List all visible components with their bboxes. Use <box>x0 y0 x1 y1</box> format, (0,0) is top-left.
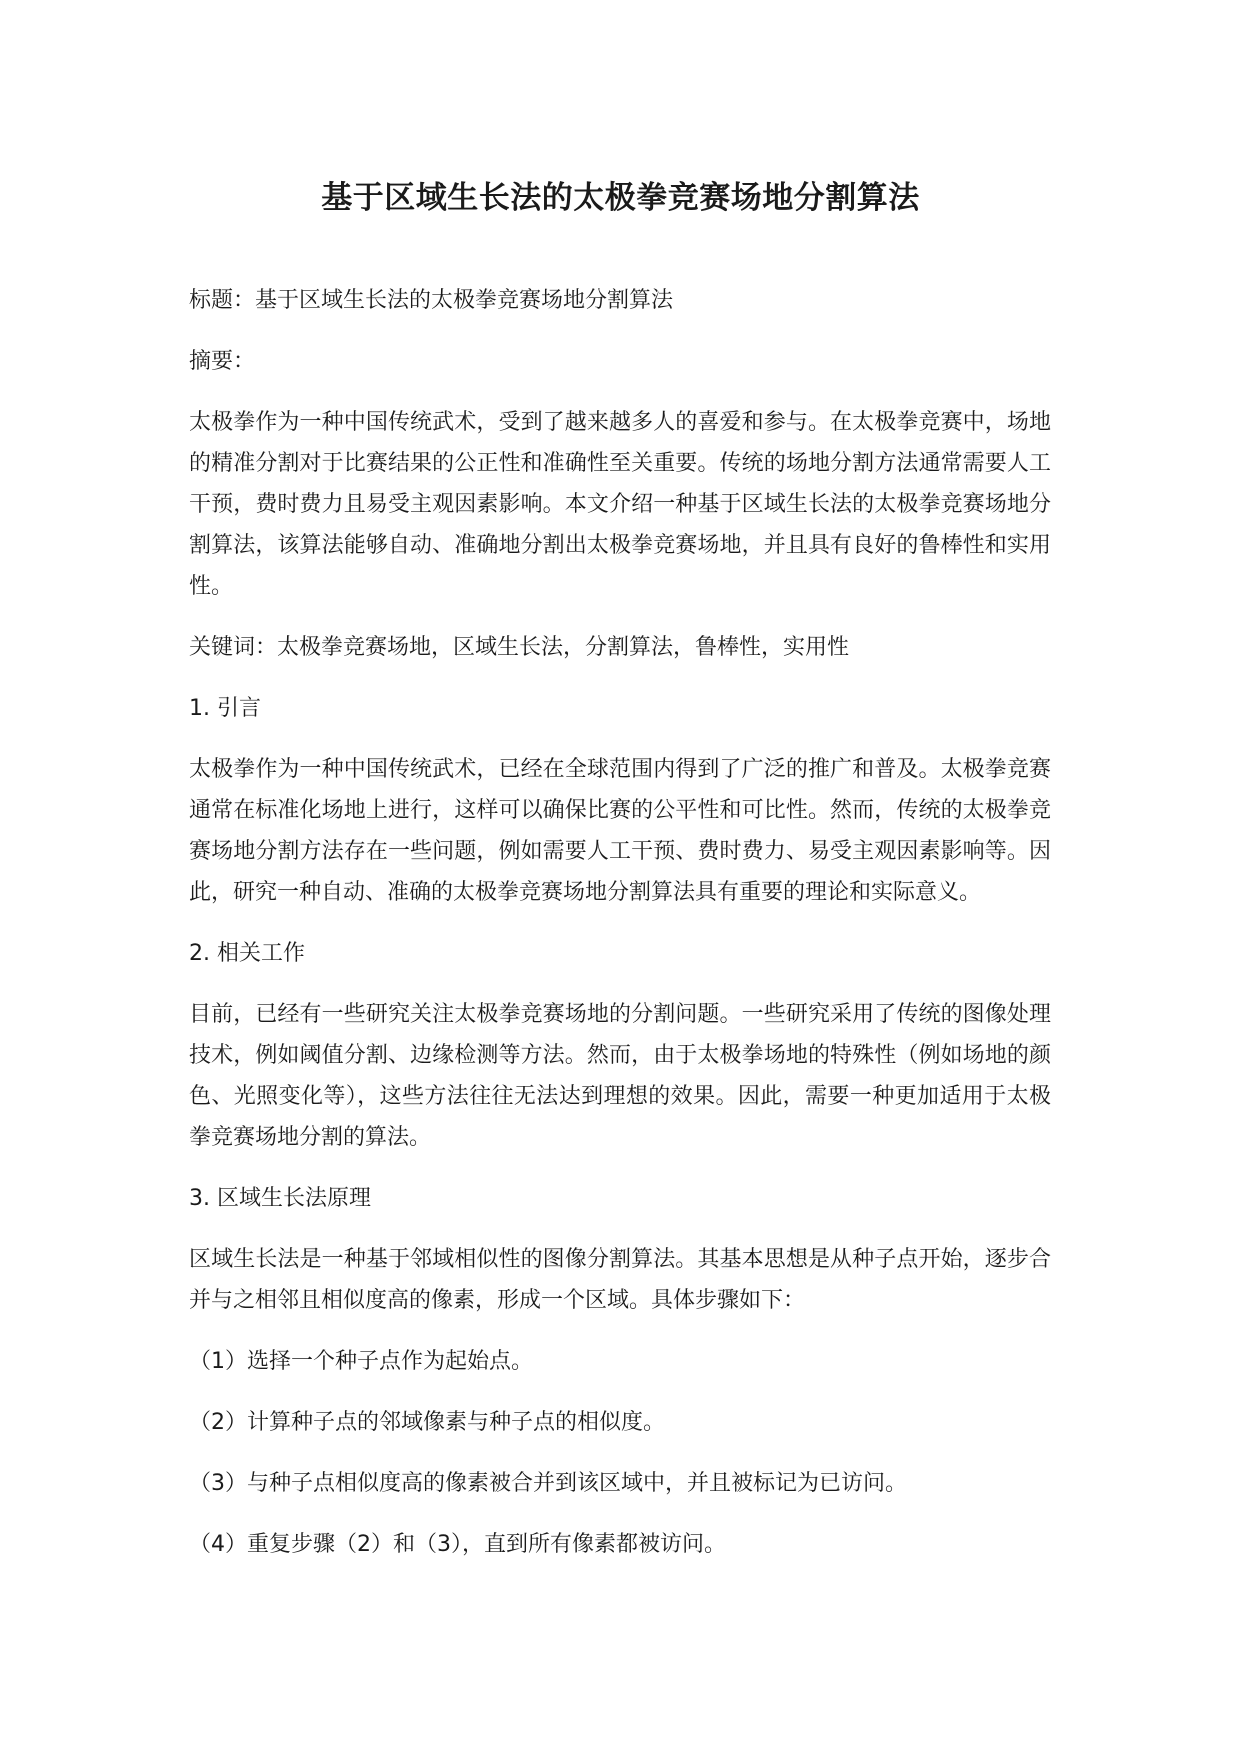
step-item: （4）重复步骤（2）和（3），直到所有像素都被访问。 <box>189 1532 726 1557</box>
step-item: （2）计算种子点的邻域像素与种子点的相似度。 <box>189 1410 665 1435</box>
region-growing-paragraph: 区域生长法是一种基于邻域相似性的图像分割算法。其基本思想是从种子点开始，逐步合并与之相邻且相似度高的像素，形成一个区域。具体步骤如下： <box>189 1247 1051 1313</box>
section-heading-introduction: 1. 引言 <box>189 696 261 721</box>
related-work-paragraph: 目前，已经有一些研究关注太极拳竞赛场地的分割问题。一些研究采用了传统的图像处理技术，例如阈值分割、边缘检测等方法。然而，由于太极拳场地的特殊性（例如场地的颜色、光照变化等），这些方法往往无法达到理想的效果。因此，需要一种更加适用于太极拳竞赛场地分割的算法。 <box>189 1002 1051 1150</box>
document-title: 基于区域生长法的太极拳竞赛场地分割算法 <box>321 180 920 216</box>
introduction-paragraph: 太极拳作为一种中国传统武术，已经在全球范围内得到了广泛的推广和普及。太极拳竞赛通常在标准化场地上进行，这样可以确保比赛的公平性和可比性。然而，传统的太极拳竞赛场地分割方法存在一些问题，例如需要人工干预、费时费力、易受主观因素影响等。因此，研究一种自动、准确的太极拳竞赛场地分割算法具有重要的理论和实际意义。 <box>189 757 1051 905</box>
step-item: （3）与种子点相似度高的像素被合并到该区域中，并且被标记为已访问。 <box>189 1471 907 1496</box>
document-body <box>189 280 1051 1585</box>
step-item: （1）选择一个种子点作为起始点。 <box>189 1349 533 1374</box>
keywords-line: 关键词：太极拳竞赛场地，区域生长法，分割算法，鲁棒性，实用性 <box>189 635 850 660</box>
abstract-paragraph: 太极拳作为一种中国传统武术，受到了越来越多人的喜爱和参与。在太极拳竞赛中，场地的精准分割对于比赛结果的公正性和准确性至关重要。传统的场地分割方法通常需要人工干预，费时费力且易受主观因素影响。本文介绍一种基于区域生长法的太极拳竞赛场地分割算法，该算法能够自动、准确地分割出太极拳竞赛场地，并且具有良好的鲁棒性和实用性。 <box>189 410 1051 599</box>
title-line: 标题：基于区域生长法的太极拳竞赛场地分割算法 <box>189 288 674 313</box>
abstract-heading: 摘要： <box>189 349 256 374</box>
section-heading-related-work: 2. 相关工作 <box>189 941 305 966</box>
section-heading-region-growing: 3. 区域生长法原理 <box>189 1186 371 1211</box>
